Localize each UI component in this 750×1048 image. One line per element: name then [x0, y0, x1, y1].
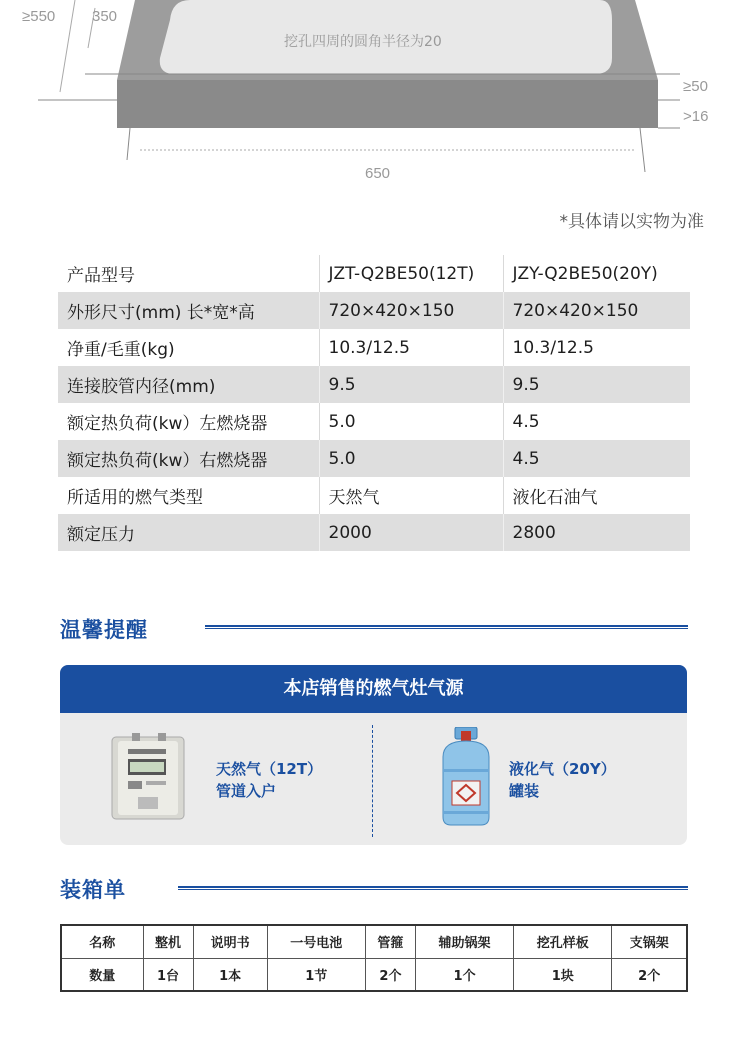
dim-tick-right	[640, 128, 645, 172]
spec-value-20y: 720×420×150	[503, 292, 690, 329]
spec-value-20y: 9.5	[503, 366, 690, 403]
table-row	[58, 440, 690, 477]
dim-tick-left	[127, 128, 130, 160]
spec-value-12t: 2000	[319, 514, 503, 551]
natural-gas-panel	[60, 713, 372, 845]
packing-cell: 管箍	[365, 925, 415, 958]
packing-cell: 2个	[365, 958, 415, 991]
packing-cell: 整机	[143, 925, 193, 958]
packing-cell: 名称	[61, 925, 143, 958]
packing-heading: 装箱单	[60, 878, 126, 902]
spec-value-20y: 10.3/12.5	[503, 329, 690, 366]
spec-value-12t: 9.5	[319, 366, 503, 403]
spec-value-12t: 720×420×150	[319, 292, 503, 329]
dim-550-label: ≥550	[22, 8, 56, 25]
gas-source-card	[60, 665, 687, 845]
dim-50-label: ≥50	[683, 78, 708, 95]
lpg-text	[509, 758, 616, 802]
packing-table	[60, 924, 688, 992]
table-row	[58, 477, 690, 514]
packing-cell: 一号电池	[267, 925, 365, 958]
natural-gas-supply: 管道入户	[216, 782, 277, 800]
disclaimer-note: *具体请以实物为准	[559, 212, 704, 232]
spec-table	[58, 255, 690, 551]
spec-value-20y: 2800	[503, 514, 690, 551]
packing-cell: 说明书	[193, 925, 267, 958]
spec-value-20y: JZY-Q2BE50(20Y)	[503, 255, 690, 292]
dim-slant-550	[60, 0, 75, 92]
spec-label: 额定压力	[58, 514, 319, 551]
packing-cell: 1节	[267, 958, 365, 991]
table-row	[58, 255, 690, 292]
spec-label: 产品型号	[67, 266, 135, 286]
dim-16-label: >16	[683, 108, 709, 125]
spec-value-12t: JZT-Q2BE50(12T)	[319, 255, 503, 292]
countertop-front	[117, 80, 658, 128]
natural-gas-type: 天然气（12T）	[216, 760, 323, 778]
spec-value-12t: 5.0	[319, 440, 503, 477]
packing-cell: 1台	[143, 958, 193, 991]
reminder-heading: 温馨提醒	[60, 618, 148, 642]
table-row	[58, 514, 690, 551]
packing-cell: 挖孔样板	[514, 925, 612, 958]
gas-meter-icon	[108, 733, 190, 825]
spec-label: 额定热负荷(kw）左燃烧器	[67, 414, 268, 434]
dim-350-label: 350	[92, 8, 118, 25]
lpg-type: 液化气（20Y）	[509, 760, 616, 778]
cutout-diagram	[0, 0, 750, 200]
packing-cell: 辅助锅架	[415, 925, 513, 958]
packing-cell: 支锅架	[612, 925, 687, 958]
dim-650-label: 650	[365, 165, 391, 182]
packing-cell: 1本	[193, 958, 267, 991]
packing-rule	[178, 886, 688, 890]
spec-value-20y: 4.5	[503, 440, 690, 477]
natural-gas-text	[216, 758, 322, 802]
table-row	[58, 329, 690, 366]
gas-cylinder-icon	[435, 727, 497, 829]
packing-cell: 2个	[612, 958, 687, 991]
table-row	[58, 292, 690, 329]
packing-cell: 数量	[61, 958, 143, 991]
spec-value-12t: 10.3/12.5	[319, 329, 503, 366]
table-row	[58, 403, 690, 440]
spec-label: 额定热负荷(kw）右燃烧器	[58, 440, 319, 477]
packing-name-row	[61, 925, 687, 958]
spec-value-12t: 5.0	[319, 403, 503, 440]
spec-value-20y: 液化石油气	[503, 477, 690, 514]
spec-label: 净重/毛重(kg)	[67, 340, 175, 360]
spec-label: 所适用的燃气类型	[67, 488, 203, 508]
packing-qty-row	[61, 958, 687, 991]
gas-card-title: 本店销售的燃气灶气源	[60, 665, 687, 713]
packing-cell: 1个	[415, 958, 513, 991]
lpg-panel	[373, 713, 687, 845]
spec-label: 连接胶管内径(mm)	[58, 366, 319, 403]
table-row	[58, 366, 690, 403]
spec-label: 外形尺寸(mm) 长*宽*高	[58, 292, 319, 329]
lpg-supply: 罐装	[509, 782, 540, 800]
packing-cell: 1块	[514, 958, 612, 991]
spec-value-20y: 4.5	[503, 403, 690, 440]
reminder-rule	[205, 625, 688, 629]
cutout-radius-text: 挖孔四周的圆角半径为20	[284, 34, 442, 50]
spec-value-12t: 天然气	[319, 477, 503, 514]
